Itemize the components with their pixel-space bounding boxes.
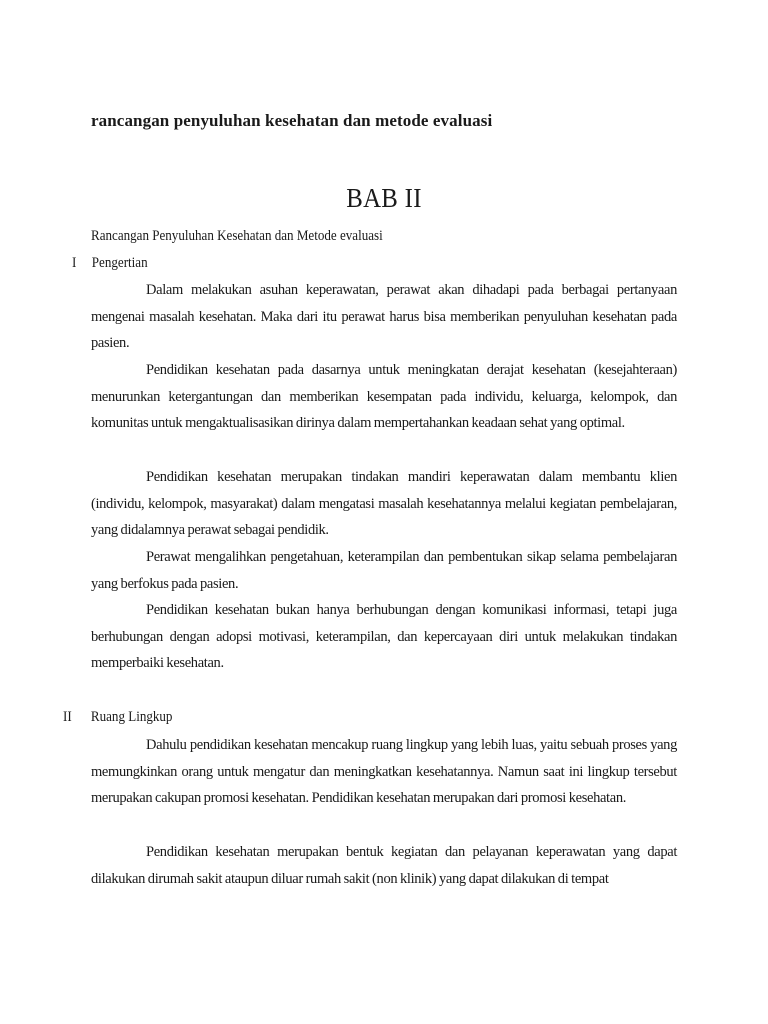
section-title: Pengertian [91,255,148,271]
document-title: rancangan penyuluhan kesehatan dan metode evaluasi [91,111,493,130]
paragraph: Pendidikan kesehatan pada dasarnya untuk meningkatan derajat kesehatan (kesejahteraan) menurunkan ketergantungan dan memberikan kesempatan pada individu, keluarga, kelompok, dan komunitas untuk mengaktualisasikan dirinya dalam mempertahankan keadaan sehat yang optimal. [91,362,677,432]
chapter-heading: BAB II [346,183,422,213]
paragraph: Dahulu pendidikan kesehatan mencakup ruang lingkup yang lebih luas, yaitu sebuah proses yang memungkinkan orang untuk mengatur dan meningkatkan kesehatannya. Namun saat ini lingkup tersebut merupakan cakupan promosi kesehatan. Pendidikan kesehatan merupakan dari promosi kesehatan. [91,737,677,807]
paragraph: Dalam melakukan asuhan keperawatan, perawat akan dihadapi pada berbagai pertanyaan mengenai masalah kesehatan. Maka dari itu perawat harus bisa memberikan penyuluhan kesehatan pada pasien. [91,282,677,352]
section-number: I [72,255,77,271]
paragraph: Pendidikan kesehatan merupakan bentuk kegiatan dan pelayanan keperawatan yang dapat dilakukan dirumah sakit ataupun diluar rumah sakit (non klinik) yang dapat dilakukan di tempat [91,844,677,887]
section-heading-pengertian [72,255,148,272]
paragraph: Pendidikan kesehatan merupakan tindakan mandiri keperawatan dalam membantu klien (individu, kelompok, masyarakat) dalam mengatasi masalah kesehatannya melalui kegiatan pembelajaran, yang didalamnya perawat sebagai pendidik. [91,469,677,539]
section-heading-ruang-lingkup [63,709,172,726]
paragraph: Perawat mengalihkan pengetahuan, keterampilan dan pembentukan sikap selama pembelajaran yang berfokus pada pasien. [91,549,677,592]
paragraph: Pendidikan kesehatan bukan hanya berhubungan dengan komunikasi informasi, tetapi juga berhubungan dengan adopsi motivasi, keterampilan, dan kepercayaan diri untuk melakukan tindakan memperbaiki kesehatan. [91,602,677,672]
section-title: Ruang Lingkup [90,709,173,725]
chapter-subtitle: Rancangan Penyuluhan Kesehatan dan Metode evaluasi [91,228,383,244]
section-number: II [63,709,72,725]
